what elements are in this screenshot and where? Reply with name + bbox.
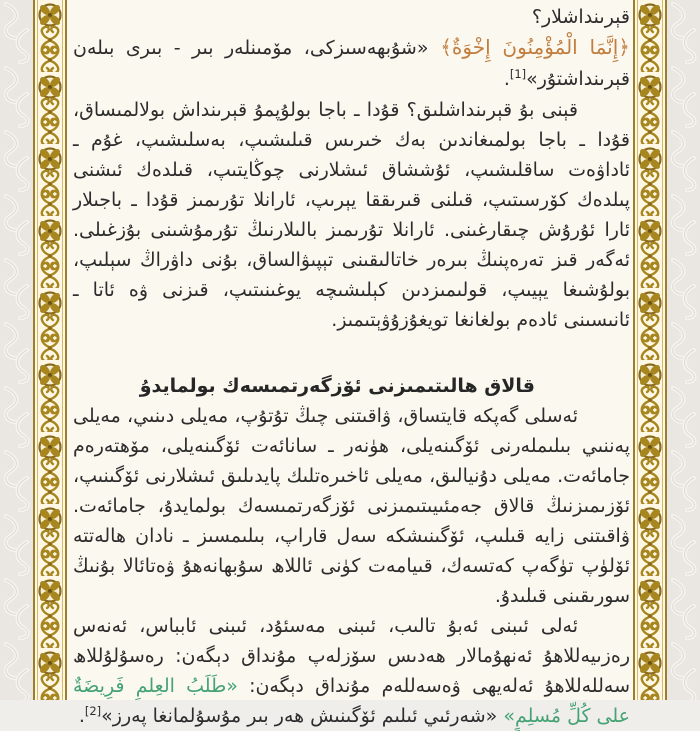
hadith-lead-text: ئەلى ئىبنى ئەبۇ تالىب، ئىبنى مەسئۇد، ئىبنى ئابباس، ئەنەس رەزىيەللاھۇ ئەنھۇمالار ھەدىس سۆزلەپ مۇنداق دېگەن: رەسۇلۇللاھ سەللەللاھۇ ئەلەيھى ۋەسەللەم مۇنداق دېگەن: — [73, 615, 630, 697]
section-heading: قالاق ھالىتىمىزنى ئۆزگەرتمىسەك بولمايدۇ — [139, 375, 535, 397]
quran-arabic-text: ﴿إِنَّمَا الْمُؤْمِنُونَ إِخْوَةٌ﴾ — [428, 35, 630, 59]
paragraph-fragment: قېرىنداشلار؟ — [531, 6, 630, 28]
hadith-sentence-period: . — [78, 705, 85, 727]
paragraph-brotherhood: قېنى بۇ قېرىنداشلىق؟ قۇدا ـ باجا بولۇپمۇ قېرىنداش بولالمىساق، قۇدا ـ باجا بولمىغاندىن بەك خىرىس قىلىشىپ، بەسلىشىپ، غۇم ـ ئاداۋەت ساقلىشىپ، ئۇششاق ئىشلارنى چوڭايتىپ، قىلدەك ئىشنى پىلدەك كۆرسىتىپ، قىلنى قىرىققا يېرىپ، ئارانلا تۇرىمىز قۇدا ـ باجىلار ئارا ئۇرۇش چىقارغىنى. ئارانلا تۇرىمىز بالىلارنىڭ تۇرمۇشىنى بۇزغىلى. ئەگەر قىز تەرەپنىڭ بىرەر خاتالىقىنى تېپىۋالساق، بۇنى داۋراڭ سېلىپ، بولۇشىغا يېيىپ، قولىمىزدىن كېلىشىچە يوغىنىتىپ، قىزنى ۋە ئاتا ـ ئانىسىنى ئادەم بولغانغا تويغۇزۇۋېتىمىز. — [73, 99, 630, 331]
watermark-margin-left — [0, 0, 33, 700]
ayah-translation-text: «شۇبھەسىزكى، مۆمىنلەر بىر - بىرى بىلەن قېرىنداشتۇر» — [73, 37, 630, 90]
quran-quote-paragraph — [73, 32, 630, 95]
watermark-margin-right — [667, 0, 700, 700]
paragraph-learning: ئەسلى گەپكە قايتساق، ۋاقىتنى چىڭ تۇتۇپ، مەيلى دىنىي، مەيلى پەننىي بىلىملەرنى ئۆگىنەيلى، ھۈنەر ـ سانائەت ئۆگىنەيلى، مۆھتەرەم جامائەت. مەيلى دۇنيالىق، مەيلى ئاخىرەتلىك پايدىلىق ئىشلارنى ئۆگىنىپ، ئۆزىمىزنىڭ قالاق جەمئىيىتىمىزنى ئۆزگەرتمىسەك بولمايدۇ، جامائەت. ۋاقىتنى زايە قىلىپ، ئۆگىنىشكە سەل قاراپ، بىلىمسىز ـ نادان ھالەتتە ئۆلۈپ تۈگەپ كەتسەك، قىيامەت كۈنى ئاللاھ سۇبھانەھۇ ۋەتائالا بۇنىڭ سورىقىنى قىلىدۇ. — [73, 405, 630, 607]
ornamental-border-right — [633, 0, 667, 700]
footnote-ref-1: [1] — [509, 67, 527, 81]
ornamental-border-left — [33, 0, 67, 700]
ayah-sentence-period: . — [503, 68, 510, 90]
hadith-translation-text: «شەرئىي ئىلىم ئۆگىنىش ھەر بىر مۇسۇلمانغا پەرز» — [101, 705, 498, 727]
footnote-ref-2: [2] — [84, 704, 102, 718]
hadith-arabic-text: «طَلَبُ العِلمِ فَرِيضَةٌ على كُلِّ مُسلِمٍ» — [73, 675, 630, 727]
paragraph-hadith — [73, 611, 630, 731]
page-text-column — [73, 0, 630, 731]
